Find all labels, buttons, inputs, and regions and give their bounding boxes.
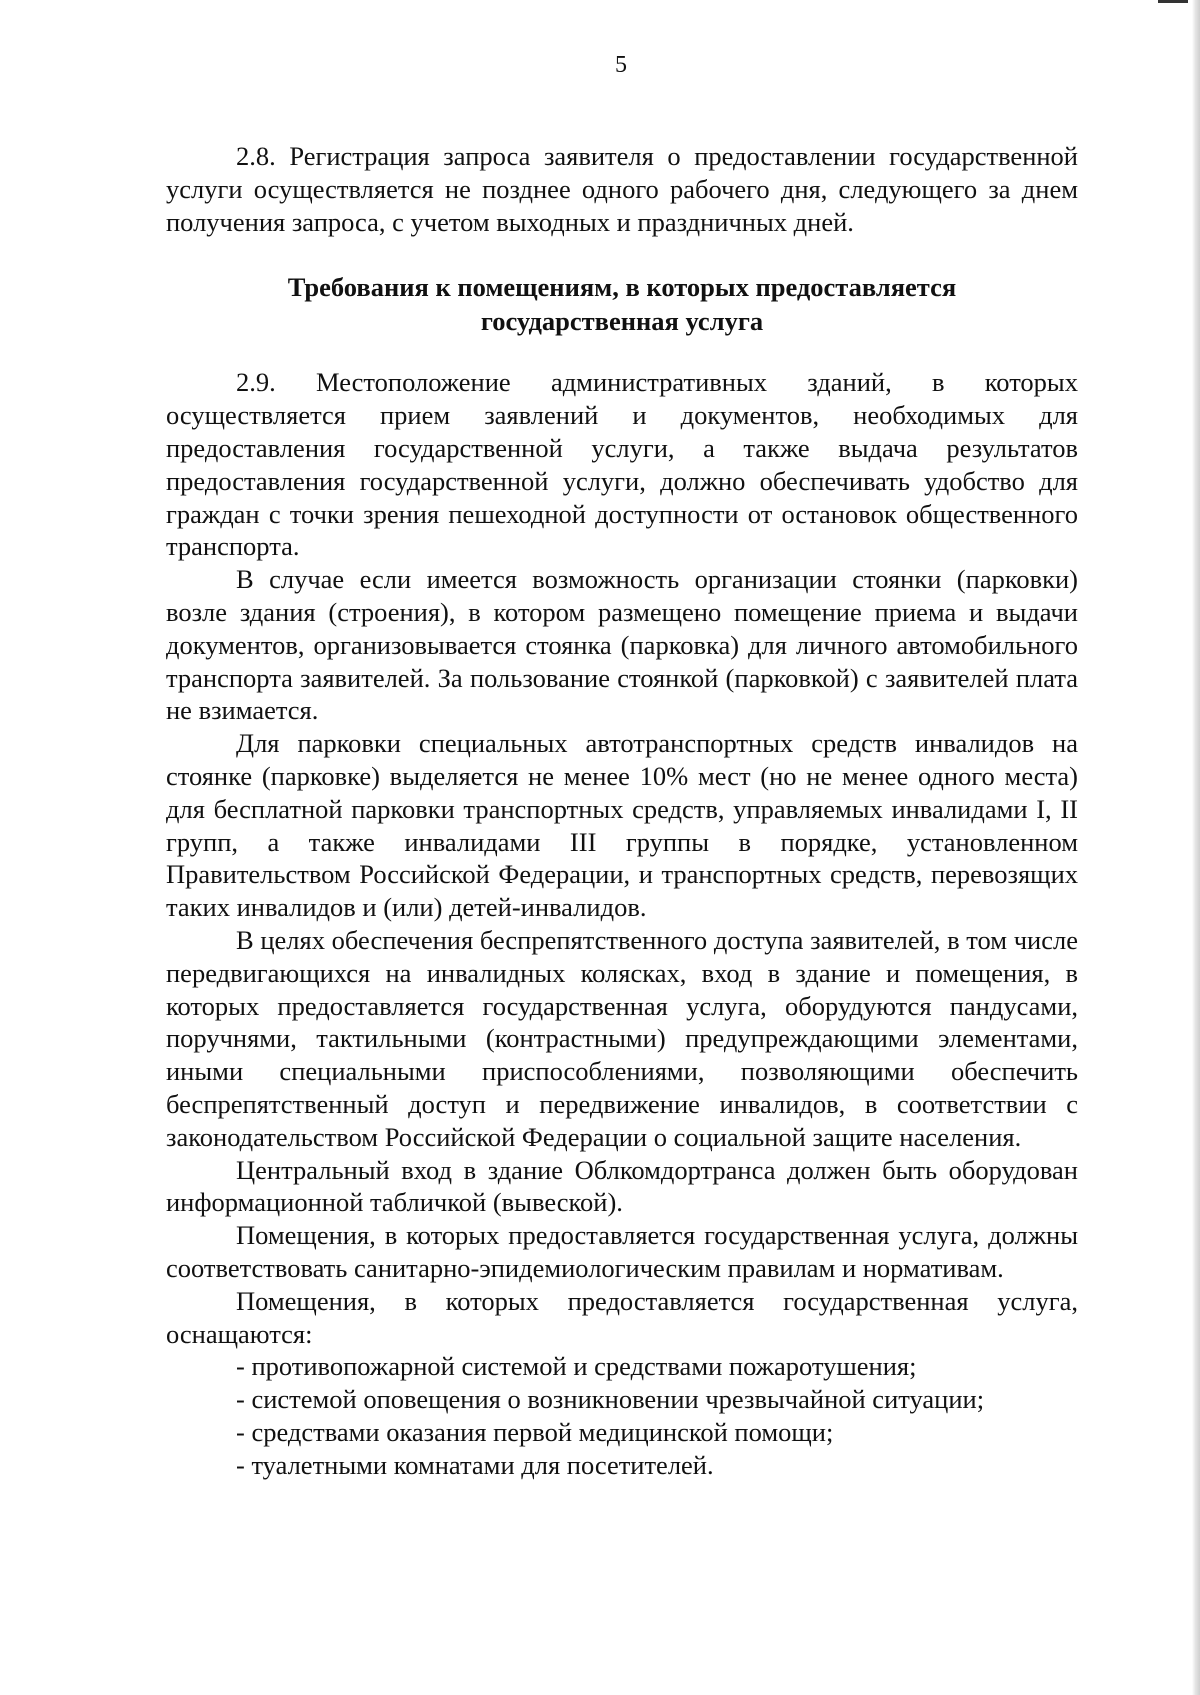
paragraph-sanitary: Помещения, в которых предоставляется государственная услуга, должны соответствовать санитарно-эпидемиологическим правилам и нормативам. <box>166 1220 1078 1283</box>
list-item: - системой оповещения о возникновении чрезвычайной ситуации; <box>236 1384 985 1415</box>
paragraph-equipment-intro: Помещения, в которых предоставляется государственная услуга, оснащаются: <box>166 1285 1078 1349</box>
section-heading-line-1: Требования к помещениям, в которых предоставляется <box>287 272 957 303</box>
paragraph-entrance-sign: Центральный вход в здание Облкомдортранса должен быть оборудован информационной табличкой (вывеской). <box>166 1154 1078 1218</box>
paragraph-disabled-parking: Для парковки специальных автотранспортных средств инвалидов на стоянке (парковке) выделяется не менее 10% мест (но не менее одного места) для бесплатной парковки транспортных средств, управляемых инвалидами I, II групп, а также инвалидами III группы в порядке, установленном Правительством Российской Федерации, и транспортных средств, перевозящих таких инвалидов и (или) детей-инвалидов. <box>166 728 1078 923</box>
document-body <box>166 140 1078 1481</box>
paragraph-accessibility: В целях обеспечения беспрепятственного доступа заявителей, в том числе передвигающихся на инвалидных колясках, вход в здание и помещения, в которых предоставляется государственная услуга, оборудуются пандусами, поручнями, тактильными (контрастными) предупреждающими элементами, иными специальными приспособлениями, позволяющими обеспечить беспрепятственный доступ и передвижение инвалидов, в соответствии с законодательством Российской Федерации о социальной защите населения. <box>166 924 1078 1152</box>
section-heading-line-2: государственная услуга <box>480 306 764 337</box>
page-number: 5 <box>615 52 627 78</box>
paragraph-2-9: 2.9. Местоположение административных зданий, в которых осуществляется прием заявлений и документов, необходимых для предоставления государственной услуги, а также выдача результатов предоставления государственной услуги, должно обеспечивать удобство для граждан с точки зрения пешеходной доступности от остановок общественного транспорта. <box>166 367 1078 562</box>
list-item: - противопожарной системой и средствами пожаротушения; <box>236 1351 917 1382</box>
paragraph-parking: В случае если имеется возможность организации стоянки (парковки) возле здания (строения), в котором размещено помещение приема и выдачи документов, организовывается стоянка (парковка) для личного автомобильного транспорта заявителей. За пользование стоянкой (парковкой) с заявителей плата не взимается. <box>166 564 1078 726</box>
scan-mark <box>1158 0 1188 3</box>
list-item: - средствами оказания первой медицинской помощи; <box>236 1416 834 1447</box>
list-item: - туалетными комнатами для посетителей. <box>236 1449 714 1480</box>
paragraph-2-8: 2.8. Регистрация запроса заявителя о предоставлении государственной услуги осуществляется не позднее одного рабочего дня, следующего за днем получения запроса, с учетом выходных и праздничных дней. <box>166 141 1078 237</box>
scan-edge <box>1192 0 1200 1695</box>
section-heading <box>166 270 1078 338</box>
equipment-list <box>166 1350 1078 1481</box>
